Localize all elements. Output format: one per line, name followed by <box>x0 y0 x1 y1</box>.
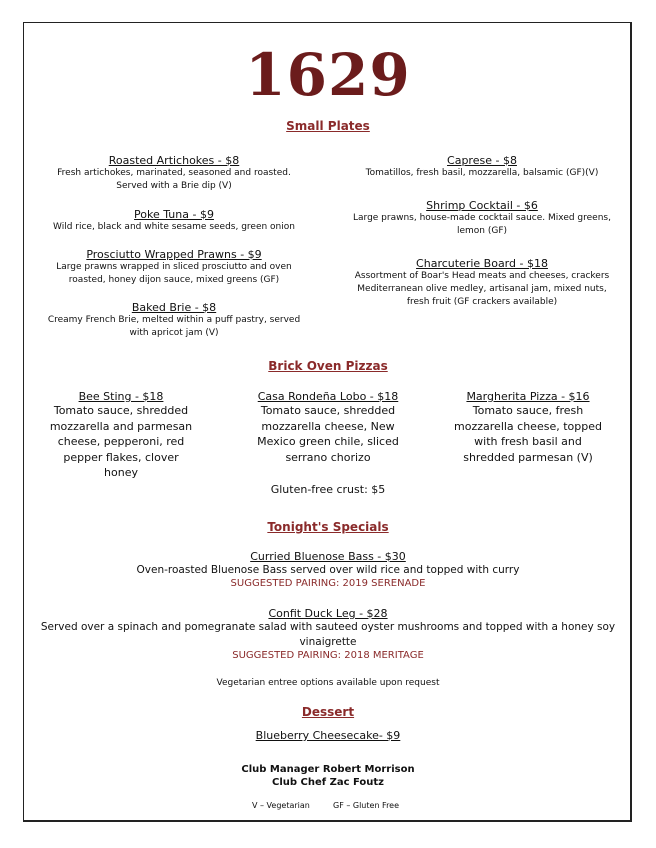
item-description: Tomatillos, fresh basil, mozzarella, balsamic (GF)(V) <box>365 168 599 178</box>
menu-item <box>346 199 618 238</box>
item-title: Bee Sting - $18 <box>78 390 164 403</box>
item-title: Charcuterie Board - $18 <box>416 257 548 270</box>
club-manager: Club Manager Robert Morrison <box>241 764 415 775</box>
legend-vegetarian: V – Vegetarian <box>252 801 310 810</box>
menu-item <box>40 154 308 193</box>
item-title: Caprese - $8 <box>447 154 517 167</box>
item-description: Wild rice, black and white sesame seeds, green onion <box>53 222 295 232</box>
legend-gluten-free: GF – Gluten Free <box>333 801 400 810</box>
menu-item <box>40 248 308 287</box>
vegetarian-note: Vegetarian entree options available upon request <box>216 678 440 688</box>
dessert-item-title: Blueberry Cheesecake- $9 <box>255 729 401 742</box>
item-description: Large prawns, house-made cocktail sauce. Mixed greens, lemon (GF) <box>353 213 611 236</box>
item-title: Roasted Artichokes - $8 <box>108 154 240 167</box>
section-small-plates: Small Plates <box>286 119 370 133</box>
special-item <box>36 607 620 661</box>
item-description: Large prawns wrapped in sliced prosciutto and oven roasted, honey dijon sauce, mixed greens (GF) <box>56 262 292 285</box>
section-tonights-specials: Tonight's Specials <box>267 520 389 534</box>
item-title: Margherita Pizza - $16 <box>466 390 590 403</box>
menu-item <box>248 390 408 465</box>
item-title: Prosciutto Wrapped Prawns - $9 <box>86 248 262 261</box>
item-title: Poke Tuna - $9 <box>134 208 214 221</box>
special-item <box>36 550 620 589</box>
menu-item <box>448 390 608 465</box>
item-title: Confit Duck Leg - $28 <box>268 607 388 620</box>
item-description: Oven-roasted Bluenose Bass served over wild rice and topped with curry <box>136 564 520 576</box>
club-chef: Club Chef Zac Foutz <box>271 777 385 788</box>
item-description: Assortment of Boar's Head meats and cheeses, crackers Mediterranean olive medley, artisanal jam, mixed nuts, fresh fruit (GF crackers available) <box>354 271 610 307</box>
suggested-pairing: SUGGESTED PAIRING: 2019 SERENADE <box>230 578 426 589</box>
item-title: Shrimp Cocktail - $6 <box>426 199 538 212</box>
menu-item <box>40 208 308 234</box>
restaurant-logo: 1629 <box>245 41 411 109</box>
section-brick-oven-pizzas: Brick Oven Pizzas <box>268 359 388 373</box>
menu-item <box>46 390 196 481</box>
item-description: Creamy French Brie, melted within a puff pastry, served with apricot jam (V) <box>47 315 301 338</box>
item-description: Tomato sauce, fresh mozzarella cheese, topped with fresh basil and shredded parmesan (V) <box>454 404 602 464</box>
gluten-free-note: Gluten-free crust: $5 <box>270 483 386 496</box>
item-description: Served over a spinach and pomegranate salad with sauteed oyster mushrooms and topped with a honey soy vinaigrette <box>40 621 616 648</box>
menu-item <box>346 257 618 309</box>
menu-item <box>346 154 618 180</box>
item-title: Casa Rondeña Lobo - $18 <box>257 390 399 403</box>
section-dessert: Dessert <box>301 705 355 719</box>
menu-item <box>40 301 308 340</box>
item-description: Tomato sauce, shredded mozzarella and parmesan cheese, pepperoni, red pepper flakes, clover honey <box>49 404 193 479</box>
item-description: Tomato sauce, shredded mozzarella cheese, New Mexico green chile, sliced serrano chorizo <box>257 404 399 464</box>
item-title: Baked Brie - $8 <box>131 301 217 314</box>
item-description: Fresh artichokes, marinated, seasoned and roasted. Served with a Brie dip (V) <box>57 168 291 191</box>
suggested-pairing: SUGGESTED PAIRING: 2018 MERITAGE <box>232 650 424 661</box>
item-title: Curried Bluenose Bass - $30 <box>250 550 406 563</box>
